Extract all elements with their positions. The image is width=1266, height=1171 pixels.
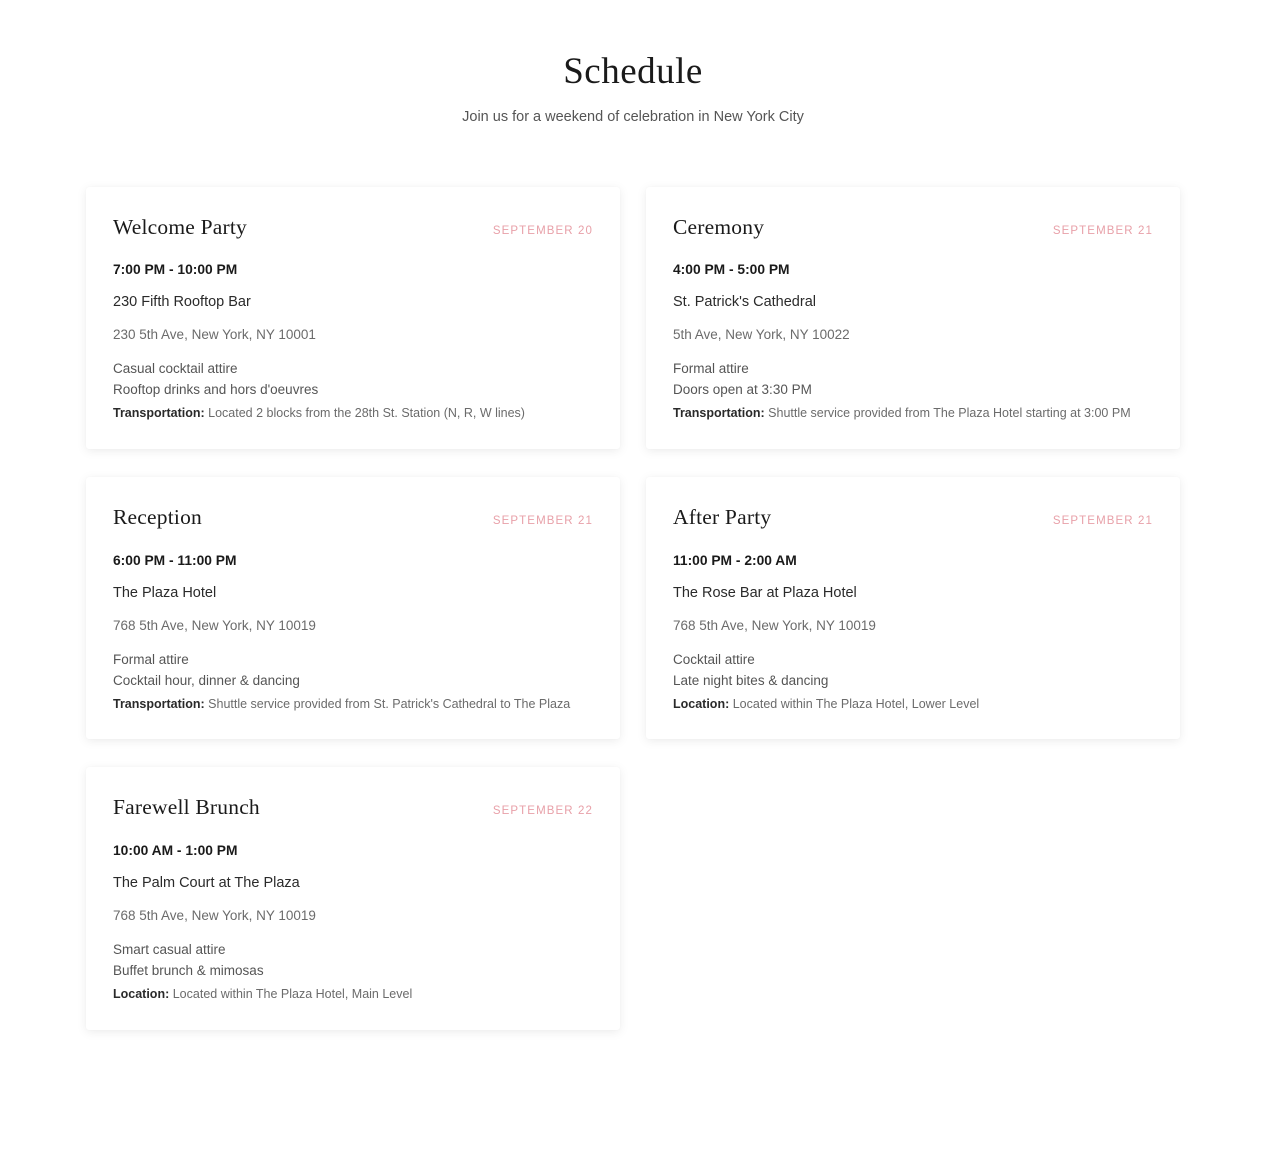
event-note-text: Shuttle service provided from The Plaza Hotel starting at 3:00 PM [768, 406, 1131, 421]
event-note-label: Transportation: [113, 696, 205, 711]
event-note-text: Located within The Plaza Hotel, Main Level [172, 987, 413, 1002]
event-address: 768 5th Ave, New York, NY 10019 [113, 617, 316, 633]
event-date: SEPTEMBER 21 [1052, 514, 1153, 527]
event-detail: Cocktail hour, dinner & dancing [113, 672, 300, 688]
event-title: Reception [113, 504, 202, 529]
event-detail: Doors open at 3:30 PM [673, 382, 812, 398]
event-title: After Party [673, 504, 772, 529]
event-card-header [673, 505, 1153, 531]
event-card-welcome-party [86, 187, 620, 449]
event-note-label: Transportation: [113, 406, 205, 421]
event-address: 768 5th Ave, New York, NY 10019 [113, 908, 316, 924]
event-note [113, 696, 593, 714]
event-detail: Rooftop drinks and hors d'oeuvres [113, 382, 319, 398]
event-time: 6:00 PM - 11:00 PM [113, 552, 237, 568]
event-card-farewell-brunch [86, 767, 620, 1029]
event-card-header [673, 215, 1153, 241]
event-note-text: Located 2 blocks from the 28th St. Station (N, R, W lines) [208, 406, 525, 421]
event-venue: The Palm Court at The Plaza [113, 875, 300, 892]
event-time: 11:00 PM - 2:00 AM [673, 552, 797, 568]
page-subtitle: Join us for a weekend of celebration in New York City [462, 108, 804, 125]
event-card-header [113, 795, 593, 821]
event-date: SEPTEMBER 22 [492, 805, 593, 818]
event-card-reception [86, 477, 620, 739]
event-date: SEPTEMBER 20 [492, 224, 593, 237]
event-title: Welcome Party [113, 214, 248, 239]
event-note-text: Located within The Plaza Hotel, Lower Level [732, 696, 980, 711]
event-attire: Casual cocktail attire [113, 361, 238, 377]
event-note-label: Location: [113, 987, 170, 1002]
event-address: 5th Ave, New York, NY 10022 [673, 327, 850, 343]
event-venue: The Plaza Hotel [113, 584, 217, 601]
schedule-card-grid [0, 187, 1266, 1030]
event-attire: Formal attire [113, 651, 189, 667]
event-time: 10:00 AM - 1:00 PM [113, 843, 238, 859]
event-detail: Late night bites & dancing [673, 672, 829, 688]
event-time: 4:00 PM - 5:00 PM [673, 262, 790, 278]
event-detail: Buffet brunch & mimosas [113, 963, 264, 979]
event-address: 768 5th Ave, New York, NY 10019 [673, 617, 876, 633]
event-date: SEPTEMBER 21 [492, 514, 593, 527]
event-card-after-party [646, 477, 1180, 739]
event-title: Farewell Brunch [113, 795, 260, 820]
event-card-header [113, 505, 593, 531]
event-attire: Formal attire [673, 361, 749, 377]
event-venue: The Rose Bar at Plaza Hotel [673, 584, 857, 601]
event-venue: St. Patrick's Cathedral [673, 294, 816, 311]
event-note-label: Location: [673, 696, 730, 711]
event-attire: Smart casual attire [113, 942, 226, 958]
event-note-label: Transportation: [673, 406, 765, 421]
event-attire: Cocktail attire [673, 651, 755, 667]
event-note [673, 405, 1153, 423]
event-date: SEPTEMBER 21 [1052, 224, 1153, 237]
event-venue: 230 Fifth Rooftop Bar [113, 294, 251, 311]
page-header [0, 52, 1266, 125]
event-time: 7:00 PM - 10:00 PM [113, 262, 238, 278]
event-title: Ceremony [673, 214, 765, 239]
page-title: Schedule [563, 51, 703, 92]
event-note [113, 405, 593, 423]
event-note [113, 986, 593, 1004]
event-note [673, 696, 1153, 714]
event-card-header [113, 215, 593, 241]
event-address: 230 5th Ave, New York, NY 10001 [113, 327, 316, 343]
event-card-ceremony [646, 187, 1180, 449]
event-note-text: Shuttle service provided from St. Patrick's Cathedral to The Plaza [208, 696, 571, 711]
